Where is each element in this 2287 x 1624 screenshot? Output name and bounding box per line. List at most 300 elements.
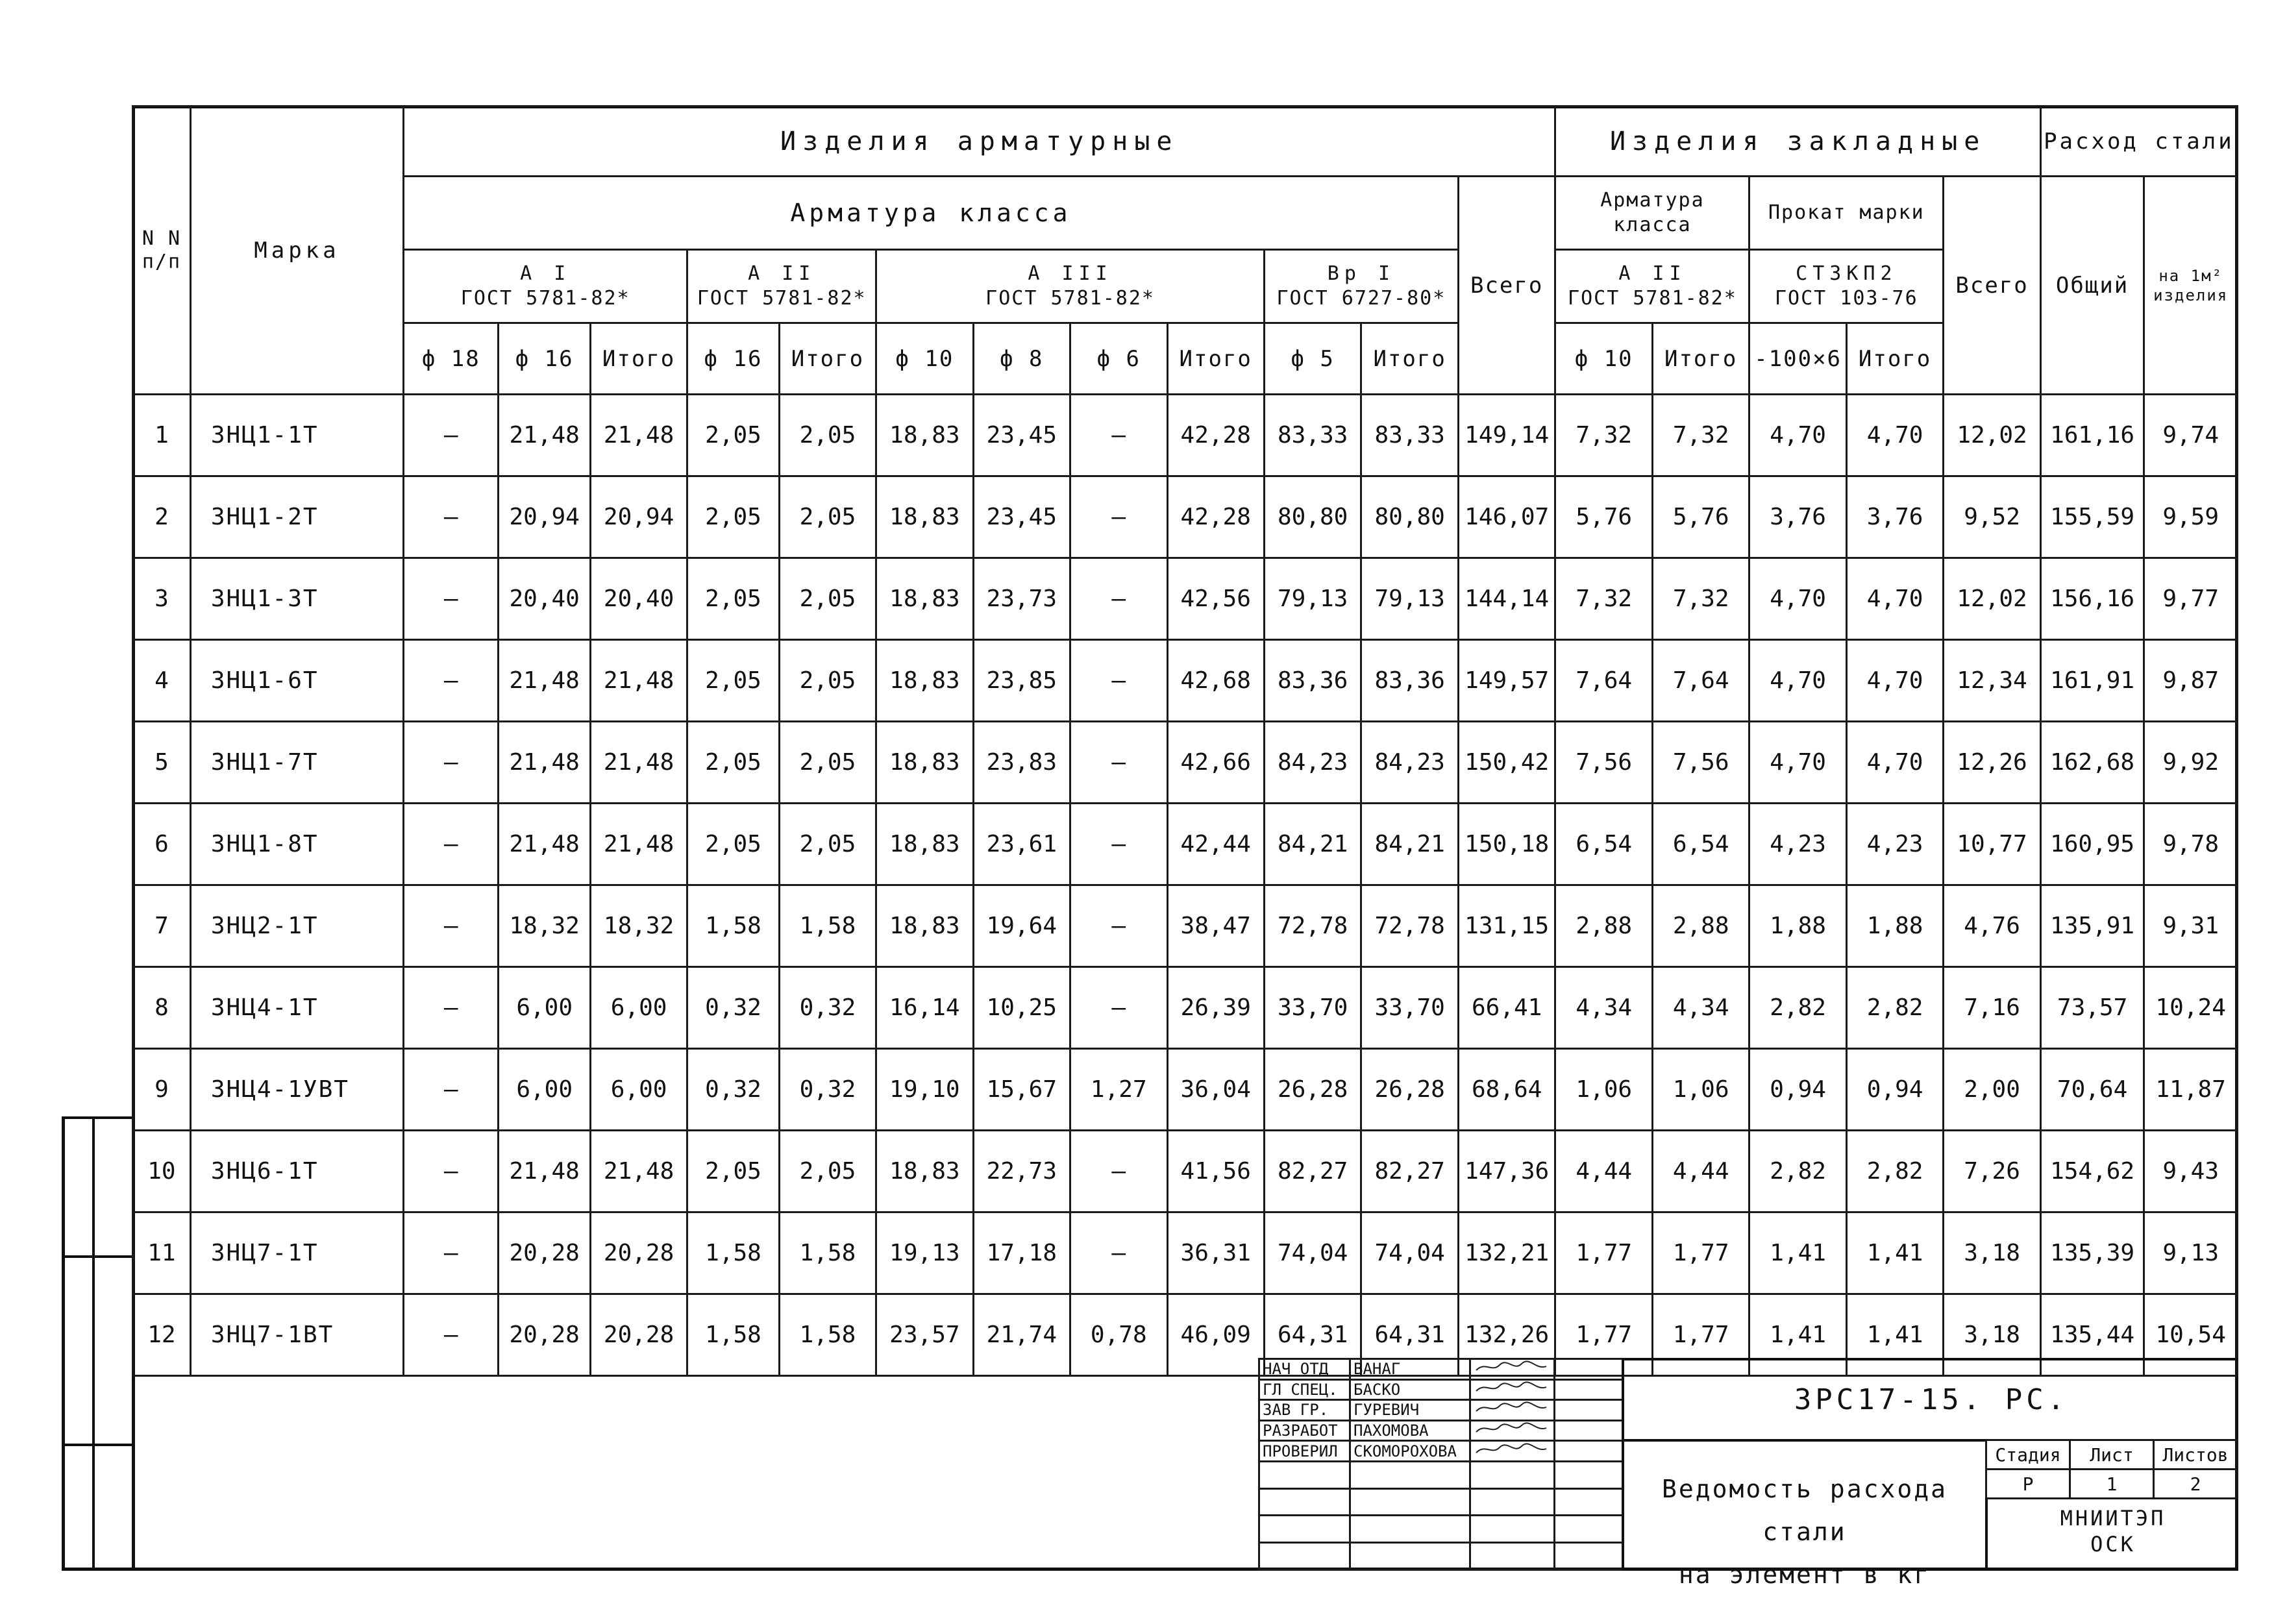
value-cell: 21,48 [499, 804, 590, 885]
value-cell: 131,15 [1458, 885, 1555, 967]
header-rebar-total: Всего [1458, 177, 1555, 395]
class-a1 [404, 250, 687, 323]
table-row [133, 1131, 2238, 1212]
value-cell: 46,09 [1167, 1294, 1264, 1376]
value-cell: 21,48 [590, 722, 687, 804]
value-cell: 33,70 [1264, 967, 1361, 1049]
sheets-value: 2 [2154, 1470, 2238, 1499]
blank-row [1259, 1488, 1623, 1516]
value-cell: 156,16 [2040, 558, 2144, 640]
sub-a1-d16: ф 16 [499, 323, 590, 395]
value-cell: 9,52 [1944, 476, 2041, 558]
value-cell: 70,64 [2040, 1049, 2144, 1131]
organization-dept: ОСК [2090, 1532, 2136, 1556]
table-row [133, 558, 2238, 640]
value-cell: 83,33 [1264, 395, 1361, 476]
value-cell: 6,00 [590, 1049, 687, 1131]
row-number-cell: 11 [133, 1212, 191, 1294]
document-title-line2: на элемент в кг [1678, 1560, 1931, 1589]
value-cell: 2,05 [687, 476, 779, 558]
value-cell: 18,83 [876, 476, 973, 558]
value-cell: — [1070, 804, 1167, 885]
value-cell: 0,32 [687, 1049, 779, 1131]
table-row [133, 722, 2238, 804]
value-cell: 1,41 [1846, 1212, 1943, 1294]
value-cell: 19,64 [973, 885, 1070, 967]
class-rolled-name: СТ3КП2 [1796, 262, 1898, 285]
value-cell: 146,07 [1458, 476, 1555, 558]
value-cell: 1,88 [1846, 885, 1943, 967]
class-emb-a2-name: А II [1618, 262, 1687, 285]
sub-a1-total: Итого [590, 323, 687, 395]
value-cell: 2,05 [779, 476, 876, 558]
value-cell: — [404, 804, 499, 885]
value-cell: 72,78 [1264, 885, 1361, 967]
value-cell: 135,44 [2040, 1294, 2144, 1376]
value-cell: 42,44 [1167, 804, 1264, 885]
value-cell: 42,28 [1167, 395, 1264, 476]
value-cell: 10,54 [2144, 1294, 2238, 1376]
mark-cell: 3НЦ7-1Т [190, 1212, 403, 1294]
signature-row [1259, 1420, 1623, 1441]
sub-a2-d16: ф 16 [687, 323, 779, 395]
value-cell: 9,43 [2144, 1131, 2238, 1212]
value-cell: 26,39 [1167, 967, 1264, 1049]
value-cell: 82,27 [1264, 1131, 1361, 1212]
value-cell: 3,18 [1944, 1294, 2041, 1376]
value-cell: — [1070, 885, 1167, 967]
value-cell: 84,21 [1361, 804, 1458, 885]
value-cell: 10,77 [1944, 804, 2041, 885]
value-cell: 4,70 [1749, 640, 1846, 722]
document-title [1622, 1439, 1985, 1589]
organization [1985, 1497, 2238, 1571]
signature-role: ПРОВЕРИЛ [1259, 1441, 1350, 1462]
value-cell: 7,26 [1944, 1131, 2041, 1212]
class-a2-gost: ГОСТ 5781-82* [697, 287, 867, 310]
value-cell: 20,94 [499, 476, 590, 558]
value-cell: 149,57 [1458, 640, 1555, 722]
value-cell: 4,70 [1846, 395, 1943, 476]
value-cell: 74,04 [1264, 1212, 1361, 1294]
value-cell: 2,82 [1749, 967, 1846, 1049]
signature-date [1555, 1379, 1623, 1400]
signatures-grid [1258, 1358, 1624, 1571]
blank-cell [1259, 1488, 1350, 1516]
value-cell: 4,70 [1749, 722, 1846, 804]
value-cell: 6,54 [1652, 804, 1749, 885]
value-cell: 82,27 [1361, 1131, 1458, 1212]
sub-a1-d18: ф 18 [404, 323, 499, 395]
mark-cell: 3НЦ1-2Т [190, 476, 403, 558]
signature-role: НАЧ ОТД [1259, 1359, 1350, 1380]
value-cell: 18,83 [876, 722, 973, 804]
stage-label: Стадия [1986, 1440, 2070, 1470]
signature-scribble [1474, 1442, 1551, 1457]
signature-role: ГЛ СПЕЦ. [1259, 1379, 1350, 1400]
document-title-line1: Ведомость расхода стали [1662, 1475, 1947, 1546]
header-rebar-class: Арматура класса [404, 177, 1459, 250]
value-cell: 2,05 [779, 722, 876, 804]
header-embedded-total: Всего [1944, 177, 2041, 395]
blank-cell [1555, 1516, 1623, 1543]
value-cell: 21,74 [973, 1294, 1070, 1376]
value-cell: 0,32 [779, 1049, 876, 1131]
class-a2-name: А II [748, 262, 816, 285]
value-cell: 18,83 [876, 640, 973, 722]
sheets-label: Листов [2154, 1440, 2238, 1470]
value-cell: 21,48 [590, 804, 687, 885]
value-cell: 1,58 [779, 885, 876, 967]
value-cell: 135,91 [2040, 885, 2144, 967]
mark-cell: 3НЦ1-6Т [190, 640, 403, 722]
header-rolled-steel: Прокат марки [1749, 177, 1944, 250]
value-cell: — [1070, 1212, 1167, 1294]
value-cell: 9,78 [2144, 804, 2238, 885]
table-body [133, 395, 2238, 1376]
blank-cell [1259, 1461, 1350, 1488]
value-cell: 16,14 [876, 967, 973, 1049]
value-cell: 3,76 [1846, 476, 1943, 558]
signature-date [1555, 1400, 1623, 1421]
value-cell: 18,83 [876, 395, 973, 476]
value-cell: — [1070, 395, 1167, 476]
value-cell: 1,58 [687, 1212, 779, 1294]
value-cell: — [1070, 640, 1167, 722]
header-embedded-rebar-class: Арматура класса [1555, 177, 1749, 250]
value-cell: 23,45 [973, 476, 1070, 558]
value-cell: 9,59 [2144, 476, 2238, 558]
value-cell: 10,24 [2144, 967, 2238, 1049]
document-code: 3РС17-15. РС. [1622, 1358, 2238, 1439]
value-cell: 66,41 [1458, 967, 1555, 1049]
header-steel-consumption: Расход стали [2040, 106, 2237, 177]
value-cell: 20,40 [590, 558, 687, 640]
value-cell: 1,77 [1652, 1294, 1749, 1376]
signature-role: РАЗРАБОТ [1259, 1420, 1350, 1441]
class-rolled-gost: ГОСТ 103-76 [1775, 287, 1918, 310]
value-cell: 9,31 [2144, 885, 2238, 967]
mark-cell: 3НЦ1-3Т [190, 558, 403, 640]
row-number-cell: 4 [133, 640, 191, 722]
value-cell: 154,62 [2040, 1131, 2144, 1212]
value-cell: 5,76 [1555, 476, 1652, 558]
value-cell: 80,80 [1264, 476, 1361, 558]
value-cell: 18,83 [876, 804, 973, 885]
blank-cell [1259, 1543, 1350, 1570]
value-cell: 5,76 [1652, 476, 1749, 558]
blank-row [1259, 1516, 1623, 1543]
sub-a2-total: Итого [779, 323, 876, 395]
handwritten-signature [1470, 1359, 1555, 1380]
value-cell: 4,34 [1652, 967, 1749, 1049]
value-cell: 23,61 [973, 804, 1070, 885]
blank-cell [1350, 1461, 1470, 1488]
value-cell: 2,05 [687, 395, 779, 476]
value-cell: — [404, 1049, 499, 1131]
margin-divider [65, 1255, 133, 1258]
value-cell: 18,83 [876, 558, 973, 640]
value-cell: 9,92 [2144, 722, 2238, 804]
value-cell: 4,44 [1652, 1131, 1749, 1212]
value-cell: 36,04 [1167, 1049, 1264, 1131]
value-cell: 2,88 [1652, 885, 1749, 967]
value-cell: 42,56 [1167, 558, 1264, 640]
value-cell: 21,48 [590, 1131, 687, 1212]
value-cell: — [404, 395, 499, 476]
header-steel-total: Общий [2040, 177, 2144, 395]
value-cell: 68,64 [1458, 1049, 1555, 1131]
value-cell: 4,34 [1555, 967, 1652, 1049]
value-cell: 19,13 [876, 1212, 973, 1294]
value-cell: 0,94 [1749, 1049, 1846, 1131]
value-cell: 15,67 [973, 1049, 1070, 1131]
value-cell: 23,45 [973, 395, 1070, 476]
blank-cell [1470, 1461, 1555, 1488]
value-cell: 84,21 [1264, 804, 1361, 885]
value-cell: 18,83 [876, 885, 973, 967]
value-cell: — [404, 885, 499, 967]
value-cell: 3,18 [1944, 1212, 2041, 1294]
value-cell: 21,48 [590, 395, 687, 476]
blank-cell [1555, 1461, 1623, 1488]
value-cell: 7,32 [1652, 395, 1749, 476]
value-cell: 12,02 [1944, 395, 2041, 476]
signature-row [1259, 1359, 1623, 1380]
value-cell: 1,06 [1555, 1049, 1652, 1131]
class-rolled [1749, 250, 1944, 323]
blank-cell [1350, 1516, 1470, 1543]
value-cell: 33,70 [1361, 967, 1458, 1049]
sub-a3-d8: ф 8 [973, 323, 1070, 395]
value-cell: 12,34 [1944, 640, 2041, 722]
value-cell: 21,48 [499, 395, 590, 476]
blank-cell [1350, 1488, 1470, 1516]
header-rebar-products: Изделия арматурные [404, 106, 1555, 177]
handwritten-signature [1470, 1379, 1555, 1400]
margin-divider [65, 1444, 133, 1446]
value-cell: 147,36 [1458, 1131, 1555, 1212]
value-cell: 72,78 [1361, 885, 1458, 967]
value-cell: 9,77 [2144, 558, 2238, 640]
signature-name: ВАНАГ [1350, 1359, 1470, 1380]
value-cell: 155,59 [2040, 476, 2144, 558]
class-a3 [876, 250, 1265, 323]
value-cell: — [1070, 1131, 1167, 1212]
value-cell: 2,82 [1749, 1131, 1846, 1212]
value-cell: 4,44 [1555, 1131, 1652, 1212]
blank-cell [1555, 1488, 1623, 1516]
binding-margin-strip [62, 1116, 133, 1571]
value-cell: 4,70 [1846, 558, 1943, 640]
value-cell: 4,70 [1749, 395, 1846, 476]
sub-rolled-total: Итого [1846, 323, 1943, 395]
sub-emb-total: Итого [1652, 323, 1749, 395]
blank-row [1259, 1461, 1623, 1488]
row-number-cell: 9 [133, 1049, 191, 1131]
value-cell: 1,77 [1555, 1212, 1652, 1294]
value-cell: 36,31 [1167, 1212, 1264, 1294]
value-cell: 1,27 [1070, 1049, 1167, 1131]
blank-row [1259, 1543, 1623, 1570]
sub-bp-total: Итого [1361, 323, 1458, 395]
value-cell: 19,10 [876, 1049, 973, 1131]
value-cell: 7,32 [1555, 558, 1652, 640]
value-cell: 4,70 [1846, 722, 1943, 804]
table-row [133, 476, 2238, 558]
class-a3-gost: ГОСТ 5781-82* [985, 287, 1155, 310]
signature-role: ЗАВ ГР. [1259, 1400, 1350, 1421]
row-number-cell: 12 [133, 1294, 191, 1376]
value-cell: 1,58 [779, 1294, 876, 1376]
handwritten-signature [1470, 1400, 1555, 1421]
signature-scribble [1474, 1421, 1551, 1436]
value-cell: 1,77 [1555, 1294, 1652, 1376]
value-cell: 1,77 [1652, 1212, 1749, 1294]
row-number-cell: 5 [133, 722, 191, 804]
sheet-value: 1 [2070, 1470, 2154, 1499]
value-cell: — [1070, 558, 1167, 640]
value-cell: 79,13 [1361, 558, 1458, 640]
signature-date [1555, 1441, 1623, 1462]
value-cell: 21,48 [499, 1131, 590, 1212]
value-cell: 83,33 [1361, 395, 1458, 476]
table-row [133, 1049, 2238, 1131]
sub-bp-d5: ф 5 [1264, 323, 1361, 395]
value-cell: 6,00 [590, 967, 687, 1049]
value-cell: 64,31 [1264, 1294, 1361, 1376]
value-cell: 4,70 [1749, 558, 1846, 640]
mark-cell: 3НЦ7-1ВТ [190, 1294, 403, 1376]
organization-name: МНИИТЭП [2060, 1506, 2166, 1531]
sub-a3-d6: ф 6 [1070, 323, 1167, 395]
value-cell: 12,02 [1944, 558, 2041, 640]
blank-cell [1259, 1516, 1350, 1543]
value-cell: 2,05 [779, 558, 876, 640]
value-cell: 21,48 [590, 640, 687, 722]
signature-row [1259, 1379, 1623, 1400]
blank-cell [1555, 1543, 1623, 1570]
value-cell: 6,00 [499, 967, 590, 1049]
value-cell: — [404, 476, 499, 558]
value-cell: 23,73 [973, 558, 1070, 640]
blank-cell [1470, 1543, 1555, 1570]
class-emb-a2 [1555, 250, 1749, 323]
table-row [133, 395, 2238, 476]
value-cell: 18,32 [590, 885, 687, 967]
margin-divider [92, 1119, 95, 1568]
value-cell: 26,28 [1361, 1049, 1458, 1131]
stage-sheet-table [1985, 1439, 2238, 1499]
signature-scribble [1474, 1401, 1551, 1415]
signature-name: ГУРЕВИЧ [1350, 1400, 1470, 1421]
class-bp1-gost: ГОСТ 6727-80* [1276, 287, 1446, 310]
value-cell: 41,56 [1167, 1131, 1264, 1212]
signature-name: СКОМОРОХОВА [1350, 1441, 1470, 1462]
stage-value: Р [1986, 1470, 2070, 1499]
value-cell: 42,66 [1167, 722, 1264, 804]
value-cell: 20,28 [499, 1294, 590, 1376]
sub-a3-total: Итого [1167, 323, 1264, 395]
sub-emb-d10: ф 10 [1555, 323, 1652, 395]
value-cell: 42,68 [1167, 640, 1264, 722]
value-cell: 1,41 [1749, 1212, 1846, 1294]
mark-cell: 3НЦ1-8Т [190, 804, 403, 885]
value-cell: 26,28 [1264, 1049, 1361, 1131]
value-cell: 23,57 [876, 1294, 973, 1376]
blank-cell [1350, 1543, 1470, 1570]
value-cell: 2,00 [1944, 1049, 2041, 1131]
title-block [1258, 1358, 2238, 1589]
value-cell: 9,87 [2144, 640, 2238, 722]
blank-cell [1470, 1488, 1555, 1516]
value-cell: 1,06 [1652, 1049, 1749, 1131]
value-cell: 160,95 [2040, 804, 2144, 885]
value-cell: 1,58 [779, 1212, 876, 1294]
class-a1-name: А I [520, 262, 571, 285]
value-cell: 2,05 [687, 640, 779, 722]
signature-name: ПАХОМОВА [1350, 1420, 1470, 1441]
value-cell: 7,32 [1555, 395, 1652, 476]
value-cell: 38,47 [1167, 885, 1264, 967]
value-cell: 161,16 [2040, 395, 2144, 476]
value-cell: 20,40 [499, 558, 590, 640]
value-cell: 4,76 [1944, 885, 2041, 967]
value-cell: 2,05 [687, 804, 779, 885]
table-row [133, 885, 2238, 967]
value-cell: 1,41 [1846, 1294, 1943, 1376]
value-cell: 150,42 [1458, 722, 1555, 804]
value-cell: 74,04 [1361, 1212, 1458, 1294]
value-cell: — [1070, 722, 1167, 804]
value-cell: 11,87 [2144, 1049, 2238, 1131]
value-cell: 3,76 [1749, 476, 1846, 558]
value-cell: 9,74 [2144, 395, 2238, 476]
value-cell: 132,26 [1458, 1294, 1555, 1376]
value-cell: 149,14 [1458, 395, 1555, 476]
value-cell: 7,56 [1652, 722, 1749, 804]
header-steel-per-m2: на 1м² изделия [2144, 177, 2238, 395]
value-cell: 2,82 [1846, 967, 1943, 1049]
row-number-cell: 7 [133, 885, 191, 967]
signature-name: БАСКО [1350, 1379, 1470, 1400]
value-cell: 10,25 [973, 967, 1070, 1049]
sub-a3-d10: ф 10 [876, 323, 973, 395]
table-row [133, 1212, 2238, 1294]
signature-row [1259, 1400, 1623, 1421]
row-number-cell: 1 [133, 395, 191, 476]
value-cell: 0,32 [687, 967, 779, 1049]
value-cell: 83,36 [1264, 640, 1361, 722]
header-mark: Марка [190, 106, 403, 395]
value-cell: 162,68 [2040, 722, 2144, 804]
class-bp1-name: Вр I [1327, 262, 1396, 285]
value-cell: 135,39 [2040, 1212, 2144, 1294]
value-cell: 42,28 [1167, 476, 1264, 558]
value-cell: — [404, 558, 499, 640]
row-number-cell: 2 [133, 476, 191, 558]
value-cell: 0,32 [779, 967, 876, 1049]
value-cell: 2,05 [687, 1131, 779, 1212]
value-cell: 1,58 [687, 1294, 779, 1376]
signature-scribble [1474, 1381, 1551, 1395]
value-cell: 1,58 [687, 885, 779, 967]
value-cell: 7,16 [1944, 967, 2041, 1049]
value-cell: 132,21 [1458, 1212, 1555, 1294]
value-cell: 80,80 [1361, 476, 1458, 558]
row-number-cell: 8 [133, 967, 191, 1049]
blank-cell [1470, 1516, 1555, 1543]
